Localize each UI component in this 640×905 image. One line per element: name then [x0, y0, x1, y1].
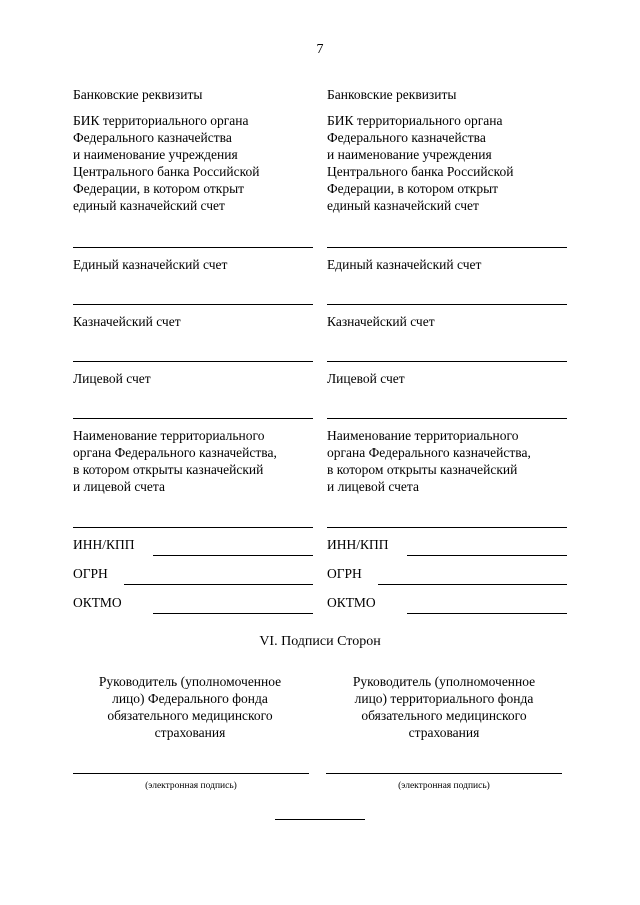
signatory-title-territorial-fund: Руководитель (уполномоченное лицо) территориального фонда обязательного медицинского страхования [352, 674, 536, 740]
treasury-account-label: Казначейский счет [73, 314, 181, 329]
ogrn-label: ОГРН [327, 566, 362, 581]
oktmo-field [327, 594, 567, 614]
page-number: 7 [316, 42, 324, 57]
bik-line[interactable] [73, 247, 313, 248]
inn-kpp-label: ИНН/КПП [73, 537, 135, 552]
inn-kpp-field [73, 536, 313, 556]
end-of-document-line [275, 819, 365, 820]
personal-account-line[interactable] [73, 418, 313, 419]
single-treasury-account-line[interactable] [327, 304, 567, 305]
oktmo-field [73, 594, 313, 614]
treasury-account-label: Казначейский счет [327, 314, 435, 329]
personal-account-label: Лицевой счет [73, 371, 151, 386]
treasury-account-line[interactable] [73, 361, 313, 362]
ogrn-field [73, 565, 313, 585]
oktmo-line[interactable] [407, 613, 567, 614]
oktmo-label: ОКТМО [327, 595, 376, 610]
single-treasury-account-label: Единый казначейский счет [73, 257, 228, 272]
signature-line-federal-fund[interactable] [73, 773, 309, 774]
inn-kpp-field [327, 536, 567, 556]
bik-label: БИК территориального органа Федерального казначейства и наименование учреждения Центрального банка Российской Федерации, в котором открыт единый казначейский счет [327, 113, 514, 213]
single-treasury-account-line[interactable] [73, 304, 313, 305]
bank-details-heading: Банковские реквизиты [327, 87, 457, 102]
oktmo-label: ОКТМО [73, 595, 122, 610]
single-treasury-account-label: Единый казначейский счет [327, 257, 482, 272]
ogrn-line[interactable] [124, 584, 313, 585]
territorial-body-label: Наименование территориального органа Федерального казначейства, в котором открыты казначейский и лицевой счета [73, 428, 277, 494]
inn-kpp-line[interactable] [407, 555, 567, 556]
signature-caption-territorial-fund: (электронная подпись) [398, 781, 490, 791]
territorial-body-line[interactable] [73, 527, 313, 528]
ogrn-label: ОГРН [73, 566, 108, 581]
personal-account-label: Лицевой счет [327, 371, 405, 386]
ogrn-line[interactable] [378, 584, 567, 585]
ogrn-field [327, 565, 567, 585]
section-title: VI. Подписи Сторон [259, 634, 381, 649]
signatory-title-federal-fund: Руководитель (уполномоченное лицо) Федерального фонда обязательного медицинского страхования [98, 674, 282, 740]
personal-account-line[interactable] [327, 418, 567, 419]
bik-line[interactable] [327, 247, 567, 248]
oktmo-line[interactable] [153, 613, 313, 614]
bank-details-heading: Банковские реквизиты [73, 87, 203, 102]
bik-label: БИК территориального органа Федерального казначейства и наименование учреждения Центрального банка Российской Федерации, в котором открыт единый казначейский счет [73, 113, 260, 213]
territorial-body-label: Наименование территориального органа Федерального казначейства, в котором открыты казначейский и лицевой счета [327, 428, 531, 494]
inn-kpp-line[interactable] [153, 555, 313, 556]
treasury-account-line[interactable] [327, 361, 567, 362]
territorial-body-line[interactable] [327, 527, 567, 528]
signature-caption-federal-fund: (электронная подпись) [145, 781, 237, 791]
signature-line-territorial-fund[interactable] [326, 773, 562, 774]
inn-kpp-label: ИНН/КПП [327, 537, 389, 552]
